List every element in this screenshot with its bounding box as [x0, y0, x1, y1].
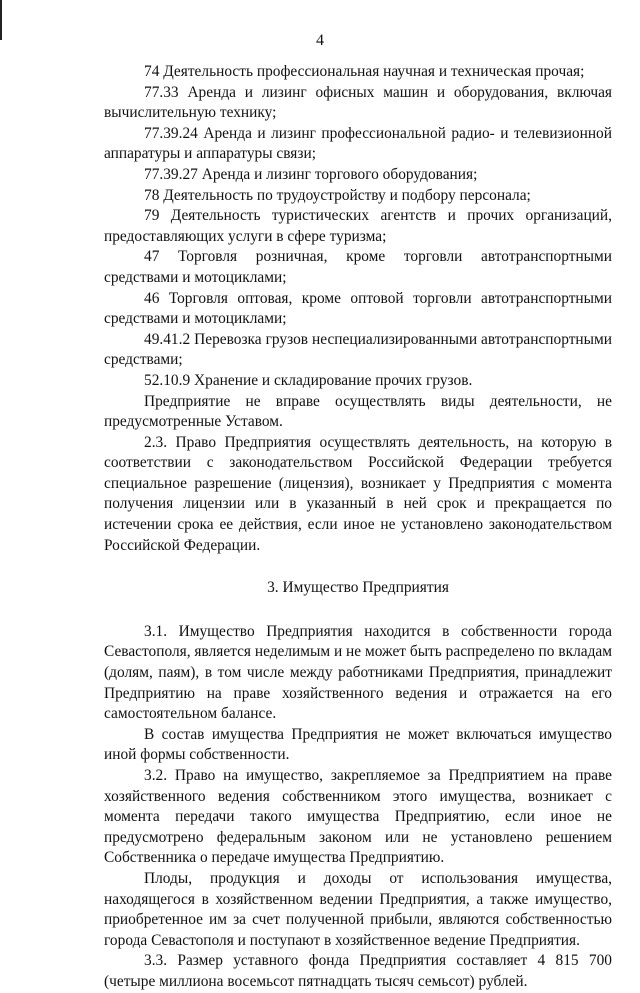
page-number: 4 [316, 32, 324, 49]
paragraph-property-form: В состав имущества Предприятия не может включаться имущество иной формы собственности. [104, 725, 612, 764]
paragraph-activity-restriction: Предприятие не вправе осуществлять виды деятельности, не предусмотренные Уставом. [104, 392, 612, 431]
okved-item: 79 Деятельность туристических агентств и прочих организаций, предоставляющих услуги в сфере туризма; [104, 207, 612, 245]
section-heading: 3. Имущество Предприятия [267, 579, 449, 597]
okved-item: 77.33 Аренда и лизинг офисных машин и оборудования, включая вычислительную технику; [104, 83, 612, 122]
okved-item: 49.41.2 Перевозка грузов неспециализированными автотранспортными средствами; [104, 330, 612, 369]
paragraph-3-2: 3.2. Право на имущество, закрепляемое за Предприятием на праве хозяйственного ведения собственником этого имущества, возникает с момента передачи такого имущества Предприятию, если иное не предусмотрено федеральным законом или не установлено решением Собственника о передаче имущества Предприятию. [104, 767, 612, 867]
document-body [104, 62, 612, 993]
paragraph-3-1: 3.1. Имущество Предприятия находится в собственности города Севастополя, является неделимым и не может быть распределено по вкладам (долям, паям), в том числе между работниками Предприятия, принадлежит Предприятию на праве хозяйственного ведения и отражается на его самостоятельном балансе. [104, 622, 612, 723]
okved-item: 74 Деятельность профессиональная научная и техническая прочая; [144, 63, 585, 80]
okved-item: 77.39.24 Аренда и лизинг профессиональной радио- и телевизионной аппаратуры и аппаратуры связи; [104, 124, 612, 163]
paragraph-fruits-income: Плоды, продукция и доходы от использования имущества, находящегося в хозяйственном ведении Предприятия, а также имущество, приобретенное им за счет полученной прибыли, являются собственностью города Севастополя и поступают в хозяйственное ведение Предприятия. [104, 869, 612, 949]
paragraph-2-3: 2.3. Право Предприятия осуществлять деятельность, на которую в соответствии с законодательством Российской Федерации требуется специальное разрешение (лицензия), возникает у Предприятия с момента получения лицензии или в указанный в ней срок и прекращается по истечении срока ее действия, если иное не установлено законодательством Российской Федерации. [104, 433, 612, 554]
okved-item: 46 Торговля оптовая, кроме оптовой торговли автотранспортными средствами и мотоциклами; [104, 289, 612, 328]
okved-item: 78 Деятельность по трудоустройству и подбору персонала; [144, 186, 531, 204]
paragraph-3-3: 3.3. Размер уставного фонда Предприятия составляет 4 815 700 (четыре миллиона восемьсот пятнадцать тысяч семьсот) рублей. [104, 952, 612, 990]
okved-item: 52.10.9 Хранение и складирование прочих грузов. [144, 371, 473, 389]
okved-item: 47 Торговля розничная, кроме торговли автотранспортными средствами и мотоциклами; [104, 248, 612, 286]
okved-item: 77.39.27 Аренда и лизинг торгового оборудования; [144, 165, 478, 183]
